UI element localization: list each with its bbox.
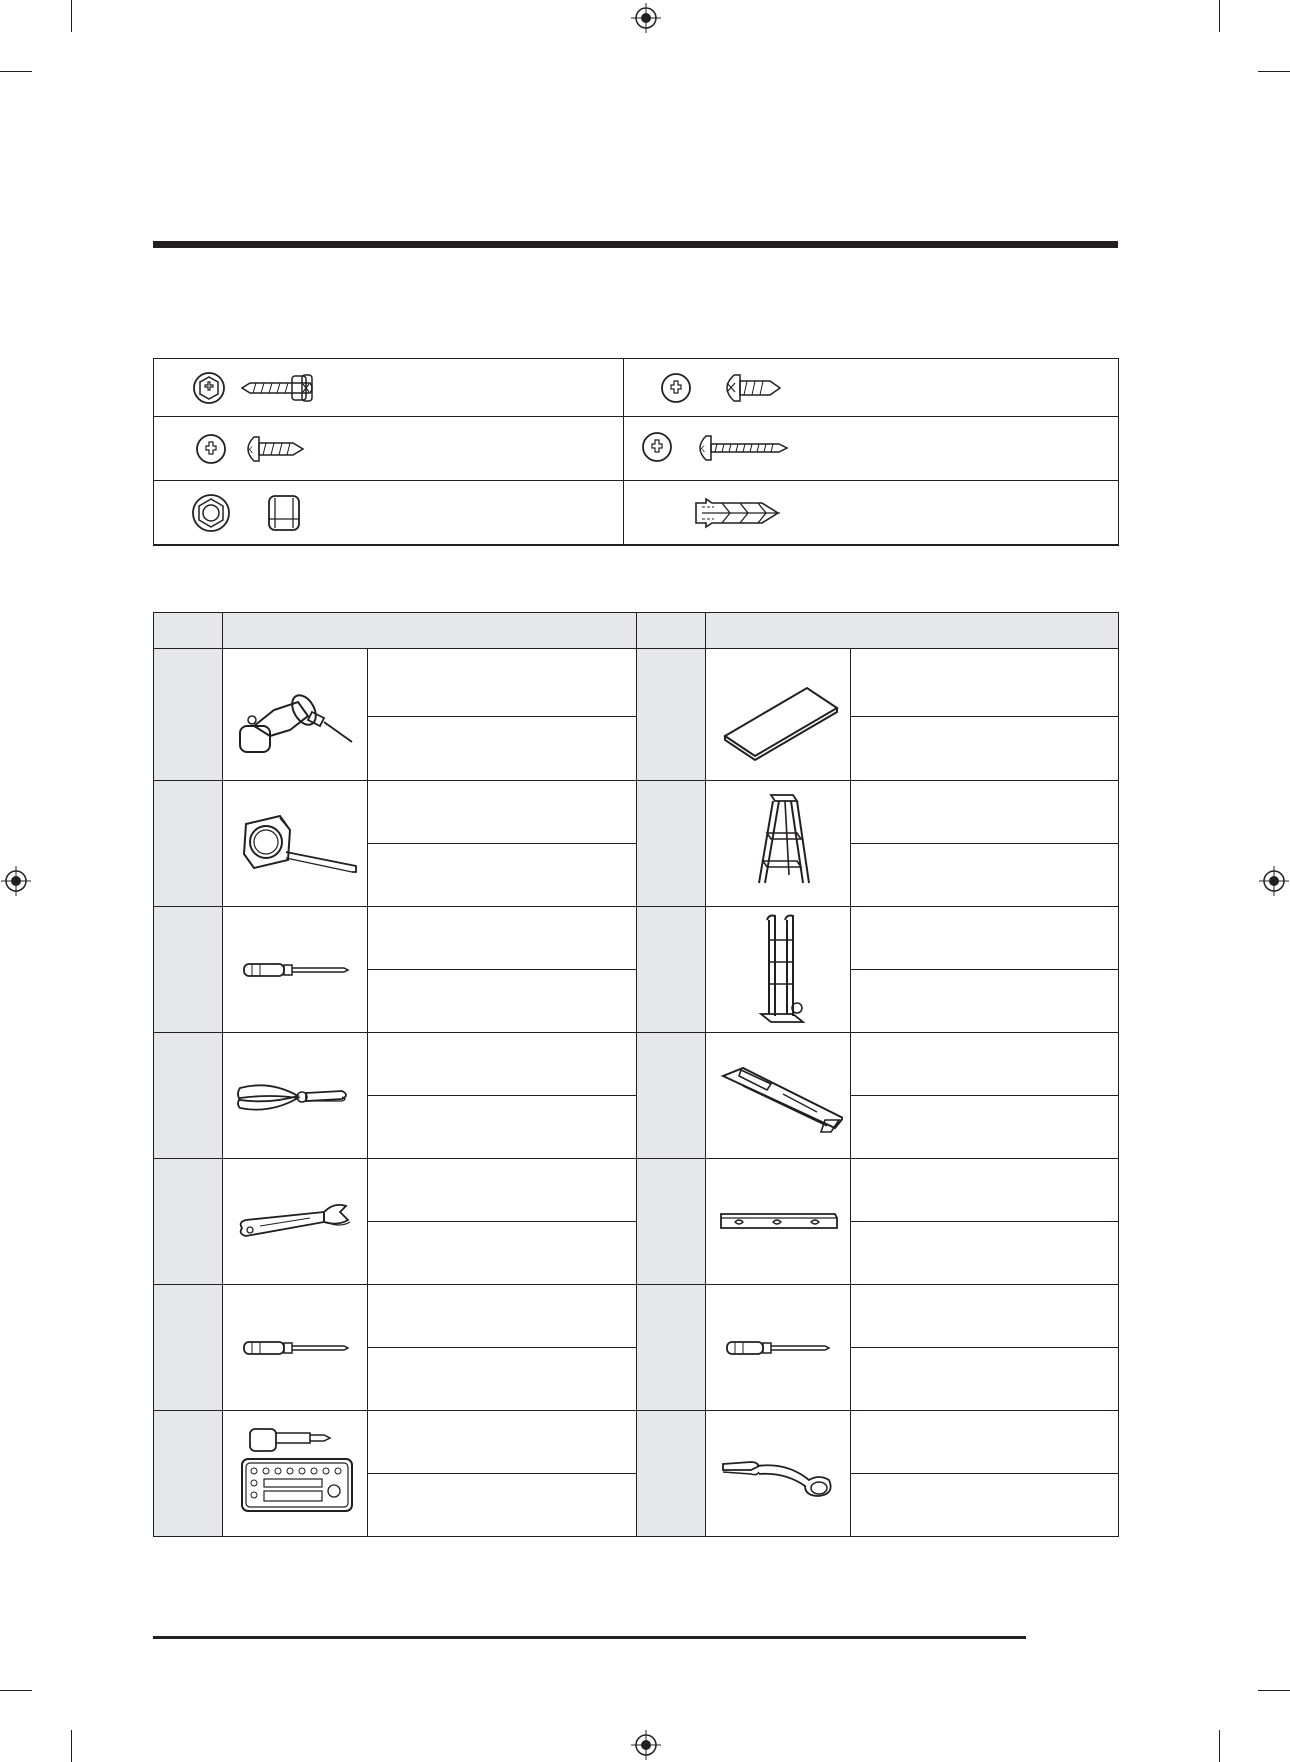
crop-mark <box>1219 1730 1220 1762</box>
tool-image <box>706 1159 851 1285</box>
tool-note <box>851 1348 1119 1411</box>
tool-note <box>368 970 637 1033</box>
tool-number <box>637 1033 706 1159</box>
registration-mark-icon <box>631 3 661 33</box>
registration-mark-icon <box>1259 866 1289 896</box>
tapping-screw-short-icon <box>154 417 624 480</box>
utility-knife-icon <box>713 1046 843 1146</box>
fastener-cell <box>624 481 1119 546</box>
tools-table <box>153 612 1119 1537</box>
fastener-cell <box>624 359 1119 417</box>
tool-number <box>637 1411 706 1537</box>
crop-mark <box>71 1730 72 1762</box>
crop-mark <box>1258 1690 1290 1691</box>
registration-mark-icon <box>631 1730 661 1760</box>
tool-image <box>223 1033 368 1159</box>
tool-image <box>223 1411 368 1537</box>
tool-name <box>368 1411 637 1474</box>
tool-image <box>223 907 368 1033</box>
tool-note <box>851 717 1119 781</box>
registration-mark-icon <box>1 866 31 896</box>
tool-number <box>154 1411 223 1537</box>
tool-number <box>637 907 706 1033</box>
tool-number <box>154 781 223 907</box>
fastener-cell <box>154 481 624 546</box>
crop-mark <box>0 71 32 72</box>
tool-note <box>368 1222 637 1285</box>
tool-note <box>368 1474 637 1537</box>
tool-image <box>706 1285 851 1411</box>
tool-name <box>851 1285 1119 1348</box>
tool-number <box>637 781 706 907</box>
tool-image <box>706 1411 851 1537</box>
tool-name <box>851 1033 1119 1096</box>
tool-note <box>368 1348 637 1411</box>
tool-number <box>154 907 223 1033</box>
tool-name <box>368 1285 637 1348</box>
spirit-level-icon <box>713 1202 843 1242</box>
screwdriver-icon <box>713 1328 843 1368</box>
tool-number <box>154 649 223 781</box>
crop-mark <box>71 0 72 32</box>
tool-note <box>851 844 1119 907</box>
tool-image <box>223 1285 368 1411</box>
tool-name <box>368 781 637 844</box>
tool-note <box>851 1096 1119 1159</box>
tool-number <box>154 1159 223 1285</box>
tool-note <box>851 970 1119 1033</box>
adjustable-wrench-icon <box>230 1192 360 1252</box>
tool-image <box>223 781 368 907</box>
fastener-cell <box>154 417 624 481</box>
tape-measure-icon <box>230 794 360 894</box>
tool-name <box>368 1033 637 1096</box>
pliers-icon <box>230 1066 360 1126</box>
header-tool-name <box>706 613 1119 649</box>
crop-mark <box>1258 71 1290 72</box>
tool-note <box>368 717 637 781</box>
fastener-cell <box>154 359 624 417</box>
tool-number <box>154 1285 223 1411</box>
tool-name <box>368 907 637 970</box>
header-number <box>154 613 223 649</box>
tool-image <box>223 649 368 781</box>
door-lever-tool-icon <box>713 1434 843 1514</box>
tool-note <box>368 1096 637 1159</box>
tool-number <box>637 1285 706 1411</box>
tool-image <box>706 907 851 1033</box>
tool-number <box>637 1159 706 1285</box>
tool-image <box>706 781 851 907</box>
fastener-cell <box>624 417 1119 481</box>
header-tool-name <box>223 613 637 649</box>
header-number <box>637 613 706 649</box>
hex-nut-icon <box>154 481 624 544</box>
tool-note <box>851 1222 1119 1285</box>
tool-note <box>851 1474 1119 1537</box>
tapping-screw-long-icon <box>624 417 1119 480</box>
stepladder-icon <box>713 789 843 899</box>
tool-number <box>154 1033 223 1159</box>
svg-text:K: K <box>247 445 254 455</box>
drill-icon <box>230 660 360 770</box>
tool-image <box>223 1159 368 1285</box>
tool-name <box>851 907 1119 970</box>
screwdriver-icon <box>230 950 360 990</box>
tool-name <box>368 1159 637 1222</box>
tool-name <box>851 649 1119 717</box>
screwdriver-icon <box>230 1328 360 1368</box>
wall-anchor-icon <box>624 481 1119 544</box>
hand-truck-icon <box>713 910 843 1030</box>
tool-name <box>368 649 637 717</box>
pan-head-screw-icon <box>624 359 1119 416</box>
svg-text:K: K <box>699 444 706 454</box>
footer-rule <box>153 1636 1026 1639</box>
fastener-table <box>153 358 1119 546</box>
hex-flange-bolt-icon <box>154 359 624 416</box>
crop-mark <box>1219 0 1220 32</box>
tool-name <box>851 1159 1119 1222</box>
tool-name <box>851 781 1119 844</box>
tool-note <box>368 844 637 907</box>
tool-name <box>851 1411 1119 1474</box>
section-heading-rule <box>153 241 1118 248</box>
cardboard-sheet-icon <box>713 660 843 770</box>
tool-image <box>706 649 851 781</box>
crop-mark <box>0 1690 32 1691</box>
socket-bit-set-icon <box>230 1419 360 1529</box>
tool-number <box>637 649 706 781</box>
tool-image <box>706 1033 851 1159</box>
